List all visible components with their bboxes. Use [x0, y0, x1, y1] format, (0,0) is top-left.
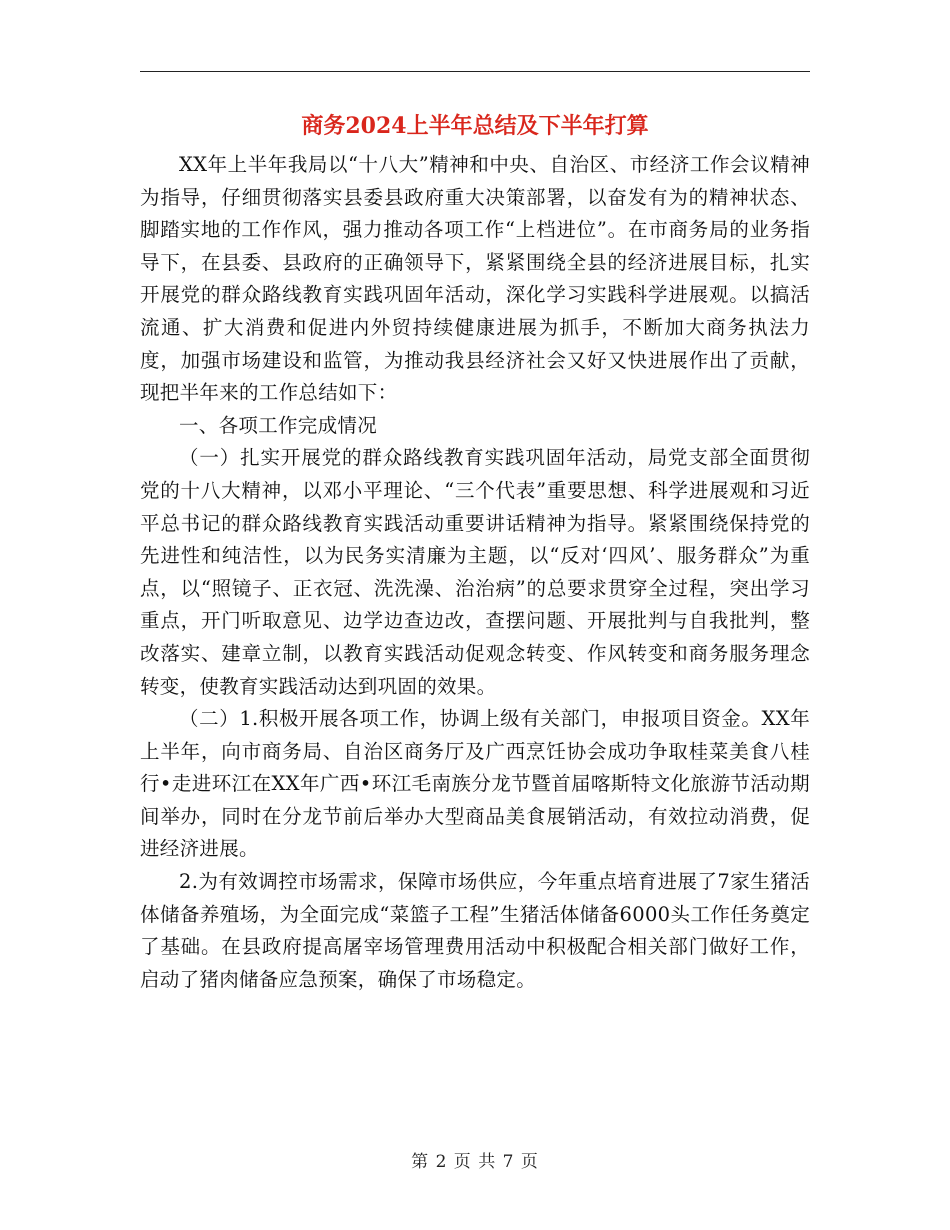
intro-paragraph: XX年上半年我局以“十八大”精神和中央、自治区、市经济工作会议精神为指导，仔细贯彻落实县委县政府重大决策部署，以奋发有为的精神状态、脚踏实地的工作作风，强力推动各项工作“上档进位”。在市商务局的业务指导下，在县委、县政府的正确领导下，紧紧围绕全县的经济进展目标，扎实开展党的群众路线教育实践巩固年活动，深化学习实践科学进展观。以搞活流通、扩大消费和促进内外贸持续健康进展为抓手，不断加大商务执法力度，加强市场建设和监管，为推动我县经济社会又好又快进展作出了贡献，现把半年来的工作总结如下：: [140, 153, 810, 405]
document-body: [140, 149, 810, 996]
section-item-2-sub-paragraph: 2.为有效调控市场需求，保障市场供应，今年重点培育进展了7家生猪活体储备养殖场，为全面完成“菜篮子工程”生猪活体储备6000头工作任务奠定了基础。在县政府提高屠宰场管理费用活动中积极配合相关部门做好工作，启动了猪肉储备应急预案，确保了市场稳定。: [140, 870, 810, 991]
header-rule: [140, 71, 810, 72]
section-heading: 一、各项工作完成情况: [179, 413, 378, 437]
document-title: 商务2024上半年总结及下半年打算: [301, 113, 649, 139]
section-item-2-paragraph: （二）1.积极开展各项工作，协调上级有关部门，申报项目资金。XX年上半年，向市商务局、自治区商务厅及广西烹饪协会成功争取桂菜美食八桂行•走进环江在XX年广西•环江毛南族分龙节暨首届喀斯特文化旅游节活动期间举办，同时在分龙节前后举办大型商品美食展销活动，有效拉动消费，促进经济进展。: [140, 707, 810, 861]
section-item-1-paragraph: （一）扎实开展党的群众路线教育实践巩固年活动，局党支部全面贯彻党的十八大精神，以邓小平理论、“三个代表”重要思想、科学进展观和习近平总书记的群众路线教育实践活动重要讲话精神为指导。紧紧围绕保持党的先进性和纯洁性，以为民务实清廉为主题，以“反对‘四风’、服务群众”为重点，以“照镜子、正衣冠、洗洗澡、治治病”的总要求贯穿全过程，突出学习重点，开门听取意见、边学边查边改，查摆问题、开展批判与自我批判，整改落实、建章立制，以教育实践活动促观念转变、作风转变和商务服务理念转变，使教育实践活动达到巩固的效果。: [140, 446, 810, 698]
page-footer: 第 2 页 共 7 页: [411, 1152, 539, 1172]
